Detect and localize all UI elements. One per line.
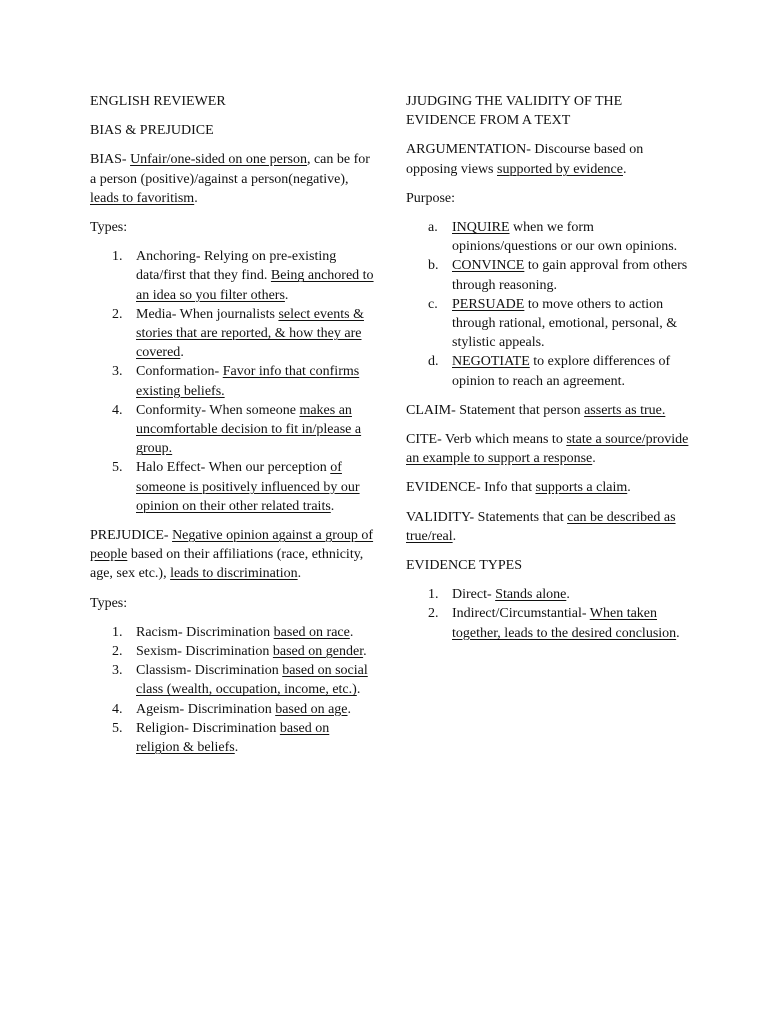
- bias-type-item: [90, 458, 375, 516]
- underlined-text: based on religion & beliefs: [136, 720, 330, 756]
- evidence-types-label: EVIDENCE TYPES: [406, 558, 523, 574]
- text-span: .: [180, 345, 184, 361]
- text-span: .: [622, 161, 627, 177]
- text-span: Direct-: [452, 587, 496, 603]
- bias-type-item: [90, 362, 375, 400]
- underlined-text: select events & stories that are reported, & how they are covered: [136, 306, 364, 361]
- purpose-item: [406, 352, 691, 390]
- text-span: Ageism- Discrimination: [136, 701, 276, 717]
- right-column: [406, 92, 691, 653]
- underlined-text: based on social class (wealth, occupation, income, etc.): [136, 663, 368, 698]
- text-span: to move others to action through rational, emotional, personal, & stylistic appeals.: [452, 296, 678, 351]
- text-span: CLAIM- Statement that person: [406, 402, 585, 418]
- text-span: Classism- Discrimination: [136, 663, 283, 679]
- list-marker: c.: [428, 296, 438, 312]
- purpose-list: [406, 218, 691, 391]
- bias-types-label: Types:: [90, 220, 128, 236]
- prejudice-type-item: [90, 642, 375, 661]
- text-span: .: [676, 625, 680, 641]
- claim-definition: [406, 401, 691, 420]
- text-span: ARGUMENTATION- Discourse based on opposing views: [406, 142, 644, 177]
- text-span: .: [347, 701, 352, 717]
- validity-definition: [406, 508, 691, 546]
- underlined-text: state a source/provide an example to support a response: [406, 432, 689, 467]
- purpose-label: Purpose:: [406, 190, 455, 206]
- text-span: .: [356, 682, 361, 698]
- prejudice-types-list: [90, 623, 375, 757]
- text-span: CITE- Verb which means to: [406, 432, 567, 448]
- underlined-text: supports a claim: [535, 480, 628, 496]
- underlined-text: CONVINCE: [452, 258, 525, 274]
- section-heading-validity: JJUDGING THE VALIDITY OF THE EVIDENCE FROM A TEXT: [406, 94, 623, 129]
- list-marker: 3.: [112, 364, 123, 380]
- text-span: Indirect/Circumstantial-: [452, 606, 590, 622]
- list-marker: 5.: [112, 460, 123, 476]
- text-span: Conformity- When someone: [136, 402, 300, 418]
- list-marker: 1.: [112, 249, 123, 265]
- list-marker: b.: [428, 258, 439, 274]
- list-marker: 5.: [112, 720, 123, 736]
- text-span: .: [194, 190, 198, 206]
- document-title: ENGLISH REVIEWER: [90, 94, 226, 109]
- text-span: EVIDENCE- Info that: [406, 480, 536, 496]
- bias-type-item: [90, 247, 375, 305]
- bias-types-list: [90, 247, 375, 516]
- text-span: .: [627, 480, 631, 496]
- underlined-text: based on age: [275, 701, 348, 717]
- underlined-text: Stands alone: [495, 587, 567, 603]
- list-marker: 4.: [112, 701, 123, 717]
- argumentation-definition: [406, 140, 691, 178]
- purpose-item: [406, 218, 691, 256]
- section-heading-bias-prejudice: BIAS & PREJUDICE: [90, 123, 214, 139]
- text-span: Religion- Discrimination: [136, 720, 280, 736]
- text-span: .: [349, 624, 354, 640]
- text-span: VALIDITY- Statements that: [406, 509, 568, 525]
- list-marker: 1.: [428, 587, 439, 603]
- list-marker: 2.: [112, 644, 123, 660]
- left-column: [90, 92, 375, 767]
- list-marker: a.: [428, 220, 438, 236]
- underlined-text: based on race: [273, 624, 350, 640]
- text-span: to explore differences of opinion to reach an agreement.: [452, 354, 671, 389]
- underlined-text: Favor info that confirms existing beliefs.: [136, 364, 360, 399]
- list-marker: 1.: [112, 624, 123, 640]
- purpose-item: [406, 295, 691, 353]
- underlined-text: can be described as true/real: [406, 509, 676, 544]
- list-marker: 3.: [112, 663, 123, 679]
- evidence-definition: [406, 478, 691, 497]
- text-span: .: [363, 644, 367, 660]
- underlined-text: When taken together, leads to the desired conclusion: [452, 606, 677, 641]
- text-span: Sexism- Discrimination: [136, 644, 273, 660]
- text-span: Racism- Discrimination: [136, 624, 274, 640]
- bias-type-item: [90, 305, 375, 363]
- underlined-text: PERSUADE: [452, 296, 525, 312]
- text-span: Media- When journalists: [136, 306, 279, 322]
- text-span: .: [234, 740, 239, 756]
- underlined-text: supported by evidence: [497, 161, 623, 177]
- underlined-text: NEGOTIATE: [452, 354, 530, 370]
- underlined-text: based on gender: [272, 644, 364, 660]
- list-marker: 4.: [112, 402, 123, 418]
- purpose-item: [406, 256, 691, 294]
- text-span: BIAS-: [90, 152, 131, 168]
- underlined-text: leads to discrimination: [170, 566, 298, 582]
- text-span: based on their affiliations (race, ethnicity, age, sex etc.),: [90, 547, 364, 582]
- text-span: to gain approval from others through reasoning.: [452, 258, 688, 293]
- text-span: PREJUDICE-: [90, 528, 173, 544]
- prejudice-types-label: Types:: [90, 595, 128, 611]
- list-marker: 2.: [112, 306, 123, 322]
- text-span: when we form opinions/questions or our own opinions.: [452, 220, 678, 255]
- text-span: .: [452, 528, 457, 544]
- text-span: Halo Effect- When our perception: [136, 460, 331, 476]
- text-span: Anchoring- Relying on pre-existing data/first that they find.: [136, 249, 337, 284]
- text-span: .: [592, 451, 596, 467]
- text-span: .: [297, 566, 302, 582]
- list-marker: 2.: [428, 606, 439, 622]
- prejudice-definition: [90, 526, 375, 584]
- underlined-text: Negative opinion against a group of people: [90, 528, 374, 563]
- bias-definition: [90, 150, 375, 208]
- underlined-text: of someone is positively influenced by our opinion on their other related traits: [136, 460, 360, 514]
- prejudice-type-item: [90, 719, 375, 757]
- text-span: .: [330, 498, 335, 514]
- prejudice-type-item: [90, 700, 375, 719]
- underlined-text: asserts as true.: [584, 402, 666, 418]
- text-span: Conformation-: [136, 364, 223, 380]
- evidence-types-list: [406, 585, 691, 643]
- text-span: .: [284, 287, 289, 303]
- underlined-text: Being anchored to an idea so you filter others: [136, 268, 374, 303]
- text-span: , can be for a person (positive)/against a person(negative),: [90, 152, 370, 187]
- bias-type-item: [90, 401, 375, 459]
- prejudice-type-item: [90, 661, 375, 699]
- evidence-type-item: [406, 585, 691, 604]
- list-marker: d.: [428, 354, 439, 370]
- underlined-text: Unfair/one-sided on one person: [130, 152, 307, 168]
- prejudice-type-item: [90, 623, 375, 642]
- cite-definition: [406, 430, 691, 468]
- underlined-text: leads to favoritism: [90, 190, 195, 206]
- underlined-text: INQUIRE: [452, 220, 510, 236]
- evidence-type-item: [406, 604, 691, 642]
- text-span: .: [566, 587, 570, 603]
- underlined-text: makes an uncomfortable decision to fit in/please a group.: [136, 402, 362, 457]
